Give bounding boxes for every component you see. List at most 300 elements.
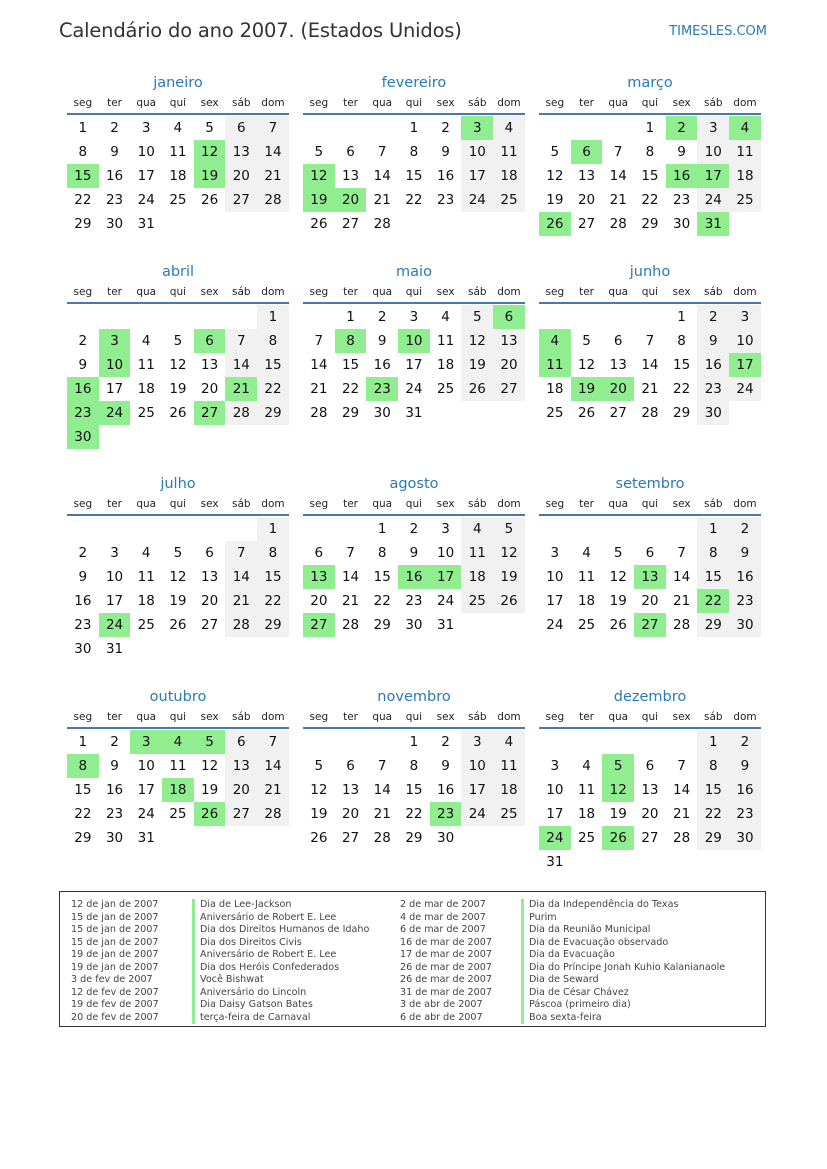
day-cell: 4: [582, 758, 591, 774]
holiday-day-cell: 26: [194, 802, 226, 826]
holiday-name: Aniversário de Robert E. Lee: [192, 912, 336, 925]
day-cell: 7: [225, 541, 257, 565]
day-cell: 10: [697, 140, 729, 164]
day-cell: 31: [546, 854, 564, 870]
month-11: [539, 687, 761, 874]
day-cell: 30: [105, 216, 124, 232]
day-cell: 30: [673, 216, 691, 232]
empty-cell: [666, 517, 698, 541]
empty-cell: [303, 116, 335, 140]
day-cell: 20: [201, 593, 219, 609]
holiday-name: Dia dos Direitos Civis: [192, 937, 302, 950]
weekday-label: sex: [200, 97, 219, 109]
holiday-name: Dia de Lee-Jackson: [192, 899, 292, 912]
day-cell: 1: [645, 120, 655, 136]
holiday-row: [389, 974, 725, 987]
day-cell: 11: [729, 140, 761, 164]
day-cell: 11: [577, 569, 596, 585]
empty-cell: [67, 517, 99, 541]
day-cell: 30: [697, 401, 729, 425]
day-cell: 28: [641, 405, 659, 421]
holiday-name: Dia da Reunião Municipal: [521, 924, 650, 937]
weekday-label: ter: [343, 711, 358, 723]
day-cell: 9: [697, 329, 729, 353]
day-cell: 22: [641, 192, 659, 208]
weekday-label: ter: [579, 97, 594, 109]
day-cell: 6: [645, 758, 655, 774]
day-cell: 2: [409, 521, 419, 537]
holiday-name: Dia do Príncipe Jonah Kuhio Kalanianaole: [521, 962, 725, 975]
day-cell: 5: [173, 333, 183, 349]
day-cell: 29: [673, 405, 691, 421]
holiday-date: 31 de mar de 2007: [400, 986, 492, 998]
day-cell: 9: [78, 357, 88, 373]
holiday-day-cell: 2: [666, 116, 698, 140]
weekday-header: [539, 282, 761, 304]
day-cell: 8: [697, 754, 729, 778]
holiday-date: 12 de jan de 2007: [71, 899, 159, 910]
holiday-day-cell: 26: [539, 212, 571, 236]
month-name: outubro: [149, 689, 207, 705]
day-cell: 16: [437, 782, 455, 798]
weekday-label: sex: [672, 498, 691, 510]
holiday-day-cell: 31: [697, 212, 729, 236]
day-cell: 30: [405, 617, 423, 633]
day-cell: 22: [74, 192, 92, 208]
day-cell: 13: [609, 357, 627, 373]
day-cell: 30: [74, 641, 92, 657]
day-cell: 22: [673, 381, 691, 397]
day-cell: 24: [137, 806, 155, 822]
holiday-day-cell: 24: [539, 826, 571, 850]
day-cell: 19: [493, 565, 525, 589]
day-cell: 20: [577, 192, 596, 208]
empty-cell: [571, 730, 603, 754]
weekday-label: ter: [343, 286, 358, 298]
weekday-label: qua: [372, 97, 393, 109]
day-cell: 8: [257, 541, 289, 565]
day-cell: 10: [437, 545, 455, 561]
day-cell: 10: [546, 782, 564, 798]
day-cell: 31: [405, 405, 423, 421]
day-cell: 23: [697, 377, 729, 401]
day-cell: 2: [441, 120, 450, 136]
holiday-date: 3 de abr de 2007: [400, 999, 483, 1011]
day-cell: 22: [74, 806, 92, 822]
day-cell: 31: [137, 216, 155, 232]
day-cell: 13: [225, 754, 257, 778]
day-cell: 11: [493, 754, 525, 778]
day-cell: 18: [577, 593, 596, 609]
weekday-label: sáb: [231, 97, 251, 109]
day-cell: 17: [137, 168, 155, 184]
day-cell: 13: [641, 782, 659, 798]
weekday-label: sáb: [703, 97, 723, 109]
weekday-label: sáb: [467, 498, 487, 510]
day-cell: 1: [377, 521, 387, 537]
day-cell: 20: [641, 806, 659, 822]
month-name: novembro: [377, 689, 451, 705]
page-title: Calendário do ano 2007. (Estados Unidos): [59, 19, 462, 42]
day-cell: 1: [346, 309, 355, 325]
weekday-label: dom: [733, 97, 757, 109]
day-cell: 21: [341, 593, 360, 609]
day-cell: 24: [697, 188, 729, 212]
day-cell: 23: [105, 192, 124, 208]
day-cell: 18: [493, 164, 525, 188]
day-cell: 22: [257, 589, 289, 613]
day-cell: 27: [225, 802, 257, 826]
holiday-name: Dia da Evacuação: [521, 949, 615, 962]
empty-cell: [194, 517, 226, 541]
day-cell: 20: [225, 778, 257, 802]
holiday-day-cell: 6: [493, 305, 525, 329]
day-cell: 15: [697, 565, 729, 589]
day-cell: 14: [373, 168, 391, 184]
weekday-label: sáb: [703, 286, 723, 298]
weekday-header: [303, 707, 525, 729]
holiday-date: 19 de jan de 2007: [71, 949, 159, 961]
weekday-label: sex: [200, 711, 219, 723]
day-cell: 3: [697, 116, 729, 140]
day-grid: [303, 305, 525, 425]
day-cell: 12: [169, 357, 187, 373]
day-cell: 24: [405, 381, 423, 397]
day-cell: 28: [673, 830, 691, 846]
day-cell: 28: [373, 830, 391, 846]
holiday-day-cell: 5: [602, 754, 634, 778]
empty-cell: [303, 305, 335, 329]
empty-cell: [571, 305, 603, 329]
weekday-label: dom: [733, 498, 757, 510]
holiday-row: [60, 962, 369, 975]
holiday-day-cell: 23: [366, 377, 398, 401]
holiday-name: Boa sexta-feira: [521, 1012, 602, 1025]
month-name: maio: [396, 264, 432, 280]
day-cell: 12: [546, 168, 564, 184]
day-cell: 10: [461, 140, 493, 164]
day-cell: 20: [341, 806, 360, 822]
day-cell: 27: [493, 377, 525, 401]
day-cell: 23: [673, 192, 691, 208]
day-cell: 2: [441, 734, 450, 750]
day-cell: 7: [677, 545, 686, 561]
day-cell: 21: [310, 381, 328, 397]
day-cell: 15: [74, 782, 92, 798]
holiday-name: Dia de Seward: [521, 974, 599, 987]
holiday-row: [60, 899, 369, 912]
day-cell: 1: [409, 734, 419, 750]
day-cell: 19: [609, 593, 627, 609]
holiday-name: Aniversário de Robert E. Lee: [192, 949, 336, 962]
month-name: dezembro: [613, 689, 687, 705]
day-cell: 6: [645, 545, 655, 561]
day-cell: 14: [257, 754, 289, 778]
day-grid: [539, 730, 761, 874]
weekday-label: seg: [545, 498, 565, 510]
day-cell: 4: [493, 730, 525, 754]
holiday-day-cell: 8: [67, 754, 99, 778]
weekday-label: sex: [436, 711, 455, 723]
day-cell: 27: [341, 830, 360, 846]
day-cell: 16: [105, 168, 124, 184]
holiday-day-cell: 27: [194, 401, 226, 425]
day-cell: 21: [673, 593, 691, 609]
holiday-day-cell: 3: [461, 116, 493, 140]
holiday-day-cell: 4: [729, 116, 761, 140]
day-cell: 7: [613, 144, 623, 160]
weekday-label: sáb: [467, 286, 487, 298]
month-10: [303, 687, 525, 850]
weekday-label: sex: [200, 498, 219, 510]
day-cell: 19: [546, 192, 564, 208]
day-cell: 7: [346, 545, 355, 561]
day-cell: 1: [697, 517, 729, 541]
day-cell: 27: [341, 216, 360, 232]
month-name: julho: [160, 476, 196, 492]
day-cell: 29: [257, 613, 289, 637]
empty-cell: [130, 305, 162, 329]
day-cell: 12: [577, 357, 596, 373]
day-cell: 18: [493, 778, 525, 802]
day-cell: 24: [461, 188, 493, 212]
day-cell: 29: [405, 830, 423, 846]
weekday-label: ter: [107, 498, 122, 510]
weekday-label: sex: [200, 286, 219, 298]
day-cell: 5: [314, 758, 324, 774]
holiday-day-cell: 24: [99, 401, 131, 425]
weekday-label: ter: [579, 286, 594, 298]
day-cell: 26: [310, 830, 328, 846]
holiday-day-cell: 11: [539, 353, 571, 377]
day-cell: 21: [609, 192, 627, 208]
day-cell: 25: [729, 188, 761, 212]
holiday-day-cell: 13: [634, 565, 666, 589]
weekday-label: qua: [136, 97, 157, 109]
month-name: março: [627, 75, 673, 91]
day-cell: 10: [461, 754, 493, 778]
month-6: [67, 474, 289, 661]
empty-cell: [571, 517, 603, 541]
weekday-label: seg: [73, 97, 93, 109]
holiday-day-cell: 12: [194, 140, 226, 164]
day-cell: 29: [341, 405, 360, 421]
day-cell: 12: [169, 569, 187, 585]
weekday-label: sex: [672, 97, 691, 109]
weekday-label: seg: [73, 711, 93, 723]
weekday-label: sex: [672, 286, 691, 298]
day-cell: 24: [729, 377, 761, 401]
month-name: janeiro: [153, 75, 203, 91]
day-cell: 14: [673, 782, 691, 798]
empty-cell: [335, 730, 367, 754]
day-cell: 11: [461, 541, 493, 565]
day-cell: 16: [729, 778, 761, 802]
day-cell: 2: [78, 545, 88, 561]
day-grid: [67, 730, 289, 850]
holiday-date: 15 de jan de 2007: [71, 924, 159, 936]
day-cell: 9: [441, 758, 450, 774]
empty-cell: [194, 305, 226, 329]
holiday-date: 17 de mar de 2007: [400, 949, 492, 961]
site-link[interactable]: TIMESLES.COM: [669, 24, 767, 39]
day-cell: 7: [225, 329, 257, 353]
day-cell: 5: [550, 144, 560, 160]
weekday-label: seg: [309, 498, 329, 510]
day-cell: 16: [74, 593, 92, 609]
holiday-day-cell: 27: [303, 613, 335, 637]
holiday-name: Você Bishwat: [192, 974, 264, 987]
day-cell: 6: [346, 758, 355, 774]
weekday-label: qua: [608, 498, 629, 510]
day-cell: 17: [546, 593, 564, 609]
day-cell: 2: [110, 734, 119, 750]
day-cell: 1: [257, 305, 289, 329]
day-cell: 18: [169, 168, 187, 184]
day-cell: 28: [225, 401, 257, 425]
holiday-row: [60, 987, 369, 1000]
day-cell: 2: [729, 730, 761, 754]
month-9: [67, 687, 289, 850]
weekday-label: sex: [436, 498, 455, 510]
holiday-day-cell: 19: [303, 188, 335, 212]
day-cell: 23: [729, 589, 761, 613]
holiday-date: 16 de mar de 2007: [400, 936, 492, 948]
holiday-row: [60, 924, 369, 937]
holiday-date: 19 de fev de 2007: [71, 999, 159, 1011]
day-cell: 18: [137, 593, 155, 609]
holiday-row: [60, 1012, 369, 1025]
day-cell: 18: [461, 565, 493, 589]
day-cell: 6: [225, 116, 257, 140]
weekday-header: [303, 494, 525, 516]
holiday-date: 26 de mar de 2007: [400, 974, 492, 986]
day-cell: 14: [673, 569, 691, 585]
day-cell: 26: [493, 589, 525, 613]
day-cell: 6: [205, 545, 214, 561]
month-7: [303, 474, 525, 637]
day-cell: 11: [169, 144, 187, 160]
holiday-name: Dia de César Chávez: [521, 987, 629, 1000]
weekday-header: [67, 93, 289, 115]
weekday-label: qua: [372, 286, 393, 298]
day-cell: 6: [225, 730, 257, 754]
holiday-day-cell: 5: [194, 730, 226, 754]
holiday-row: [389, 924, 725, 937]
day-cell: 3: [110, 545, 119, 561]
weekday-header: [539, 707, 761, 729]
day-cell: 13: [201, 569, 219, 585]
day-grid: [67, 116, 289, 236]
day-cell: 18: [577, 806, 596, 822]
holiday-day-cell: 17: [430, 565, 462, 589]
day-cell: 26: [310, 216, 328, 232]
day-cell: 4: [141, 545, 151, 561]
day-cell: 24: [546, 617, 564, 633]
empty-cell: [335, 116, 367, 140]
empty-cell: [162, 517, 194, 541]
day-cell: 26: [609, 617, 627, 633]
day-cell: 10: [137, 758, 155, 774]
day-cell: 14: [373, 782, 391, 798]
day-cell: 27: [577, 216, 596, 232]
day-grid: [539, 517, 761, 637]
empty-cell: [539, 517, 571, 541]
weekday-label: qui: [641, 711, 659, 723]
empty-cell: [539, 730, 571, 754]
day-cell: 8: [677, 333, 686, 349]
day-cell: 14: [310, 357, 328, 373]
day-cell: 3: [550, 758, 560, 774]
holiday-day-cell: 23: [67, 401, 99, 425]
day-cell: 12: [461, 329, 493, 353]
holiday-row: [389, 899, 725, 912]
weekday-label: dom: [261, 97, 285, 109]
day-cell: 21: [673, 806, 691, 822]
month-name: setembro: [615, 476, 685, 492]
day-cell: 8: [645, 144, 655, 160]
day-cell: 5: [613, 545, 623, 561]
day-cell: 28: [310, 405, 328, 421]
day-cell: 26: [461, 377, 493, 401]
holiday-date: 12 de fev de 2007: [71, 986, 159, 998]
day-cell: 17: [546, 806, 564, 822]
day-cell: 17: [105, 593, 124, 609]
empty-cell: [335, 517, 367, 541]
weekday-label: qua: [136, 498, 157, 510]
weekday-label: sáb: [467, 97, 487, 109]
day-grid: [539, 116, 761, 236]
day-cell: 17: [405, 357, 423, 373]
day-cell: 1: [257, 517, 289, 541]
day-cell: 15: [373, 569, 391, 585]
weekday-label: qua: [372, 711, 393, 723]
holiday-day-cell: 3: [99, 329, 131, 353]
day-cell: 15: [697, 778, 729, 802]
empty-cell: [602, 116, 634, 140]
day-cell: 23: [729, 802, 761, 826]
day-cell: 27: [641, 830, 659, 846]
weekday-label: ter: [579, 498, 594, 510]
weekday-label: sáb: [703, 498, 723, 510]
day-cell: 2: [697, 305, 729, 329]
day-cell: 25: [577, 830, 596, 846]
day-cell: 16: [373, 357, 391, 373]
weekday-label: qui: [169, 711, 187, 723]
day-cell: 6: [314, 545, 324, 561]
empty-cell: [602, 517, 634, 541]
day-cell: 30: [373, 405, 391, 421]
weekday-label: qui: [641, 498, 659, 510]
day-cell: 16: [697, 353, 729, 377]
weekday-label: sáb: [231, 286, 251, 298]
day-cell: 28: [673, 617, 691, 633]
empty-cell: [162, 305, 194, 329]
weekday-label: qui: [405, 498, 423, 510]
day-cell: 21: [373, 806, 391, 822]
day-cell: 21: [373, 192, 391, 208]
weekday-label: ter: [107, 286, 122, 298]
holiday-day-cell: 22: [697, 589, 729, 613]
weekday-label: dom: [497, 498, 521, 510]
holiday-date: 3 de fev de 2007: [71, 974, 153, 986]
day-grid: [67, 517, 289, 661]
empty-cell: [130, 517, 162, 541]
holiday-column-2: [389, 899, 725, 1024]
empty-cell: [303, 730, 335, 754]
weekday-label: seg: [309, 286, 329, 298]
day-cell: 20: [201, 381, 219, 397]
